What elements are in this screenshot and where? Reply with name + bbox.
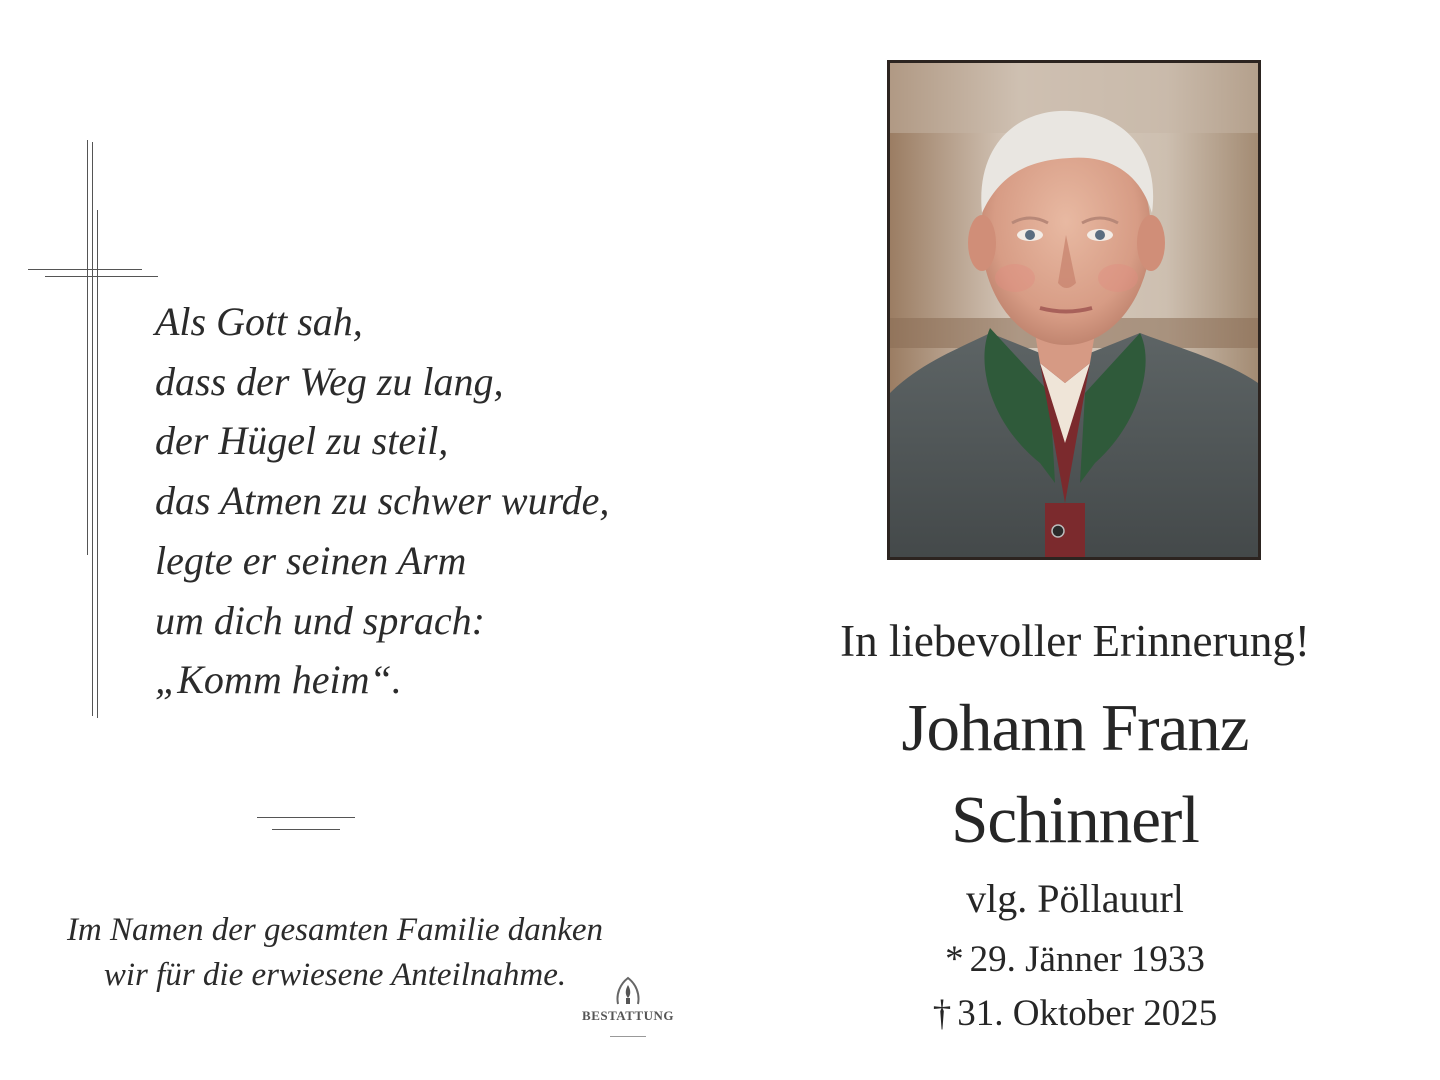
poem-line: „Komm heim“. bbox=[155, 657, 402, 703]
cross-ornament bbox=[0, 0, 170, 730]
memorial-heading: In liebevoller Erinnerung! bbox=[840, 616, 1310, 666]
death-date-line bbox=[760, 991, 1390, 1037]
poem bbox=[155, 292, 715, 710]
logo-name: BESTATTUNG bbox=[582, 1008, 674, 1023]
deceased-vulgo-name: vlg. Pöllauurl bbox=[966, 876, 1184, 921]
poem-line: um dich und sprach: bbox=[155, 597, 485, 643]
birth-date-line bbox=[760, 937, 1390, 983]
divider-line-upper bbox=[257, 817, 355, 818]
candle-flame-icon bbox=[612, 976, 644, 1006]
death-symbol: † bbox=[932, 993, 952, 1034]
portrait-photo bbox=[887, 60, 1261, 560]
poem-line: dass der Weg zu lang, bbox=[155, 358, 504, 404]
poem-line: der Hügel zu steil, bbox=[155, 418, 449, 464]
undertaker-logo bbox=[573, 974, 683, 1042]
birth-symbol: * bbox=[945, 939, 964, 980]
birth-date: 29. Jänner 1933 bbox=[969, 939, 1205, 980]
thanks-line-2: wir für die erwiesene Anteilnahme. bbox=[103, 957, 567, 993]
poem-line: Als Gott sah, bbox=[155, 299, 363, 344]
death-date: 31. Oktober 2025 bbox=[957, 993, 1218, 1034]
logo-rule bbox=[610, 1036, 646, 1037]
divider-line-lower bbox=[272, 829, 340, 830]
poem-line: das Atmen zu schwer wurde, bbox=[155, 478, 610, 524]
deceased-surname: Schinnerl bbox=[951, 783, 1199, 857]
poem-line: legte er seinen Arm bbox=[155, 537, 467, 583]
thanks-text bbox=[10, 908, 660, 998]
thanks-line-1: Im Namen der gesamten Familie danken bbox=[66, 912, 604, 948]
deceased-first-names: Johann Franz bbox=[901, 691, 1249, 765]
